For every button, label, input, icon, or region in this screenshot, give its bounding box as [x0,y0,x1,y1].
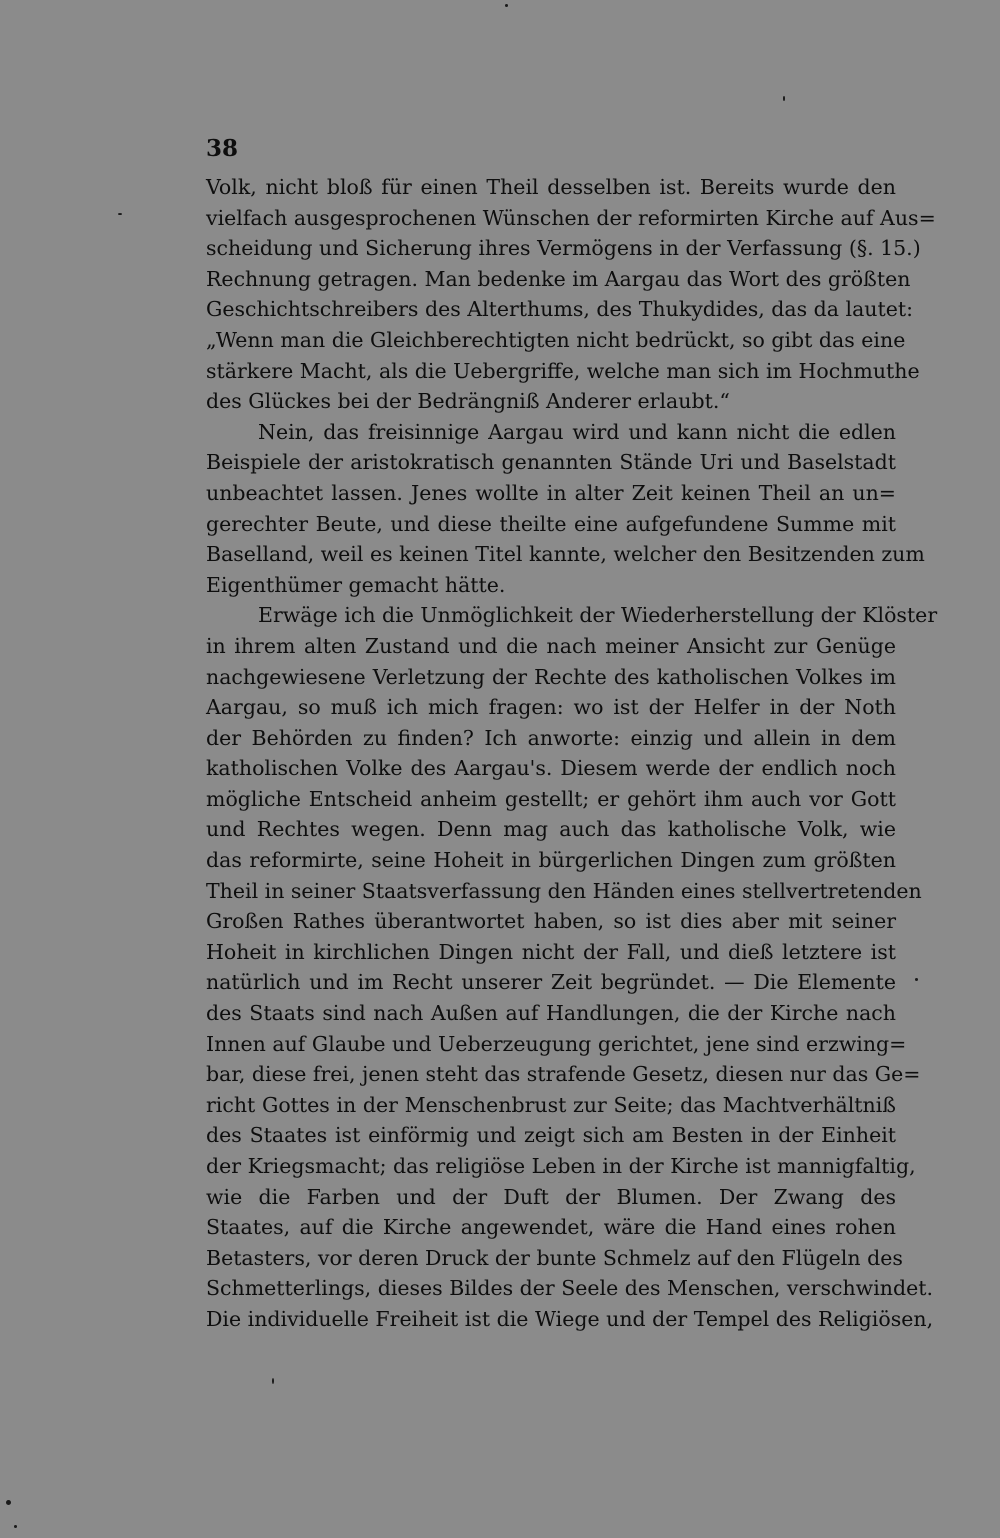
scan-speck [14,1525,17,1528]
text-line: Hoheit in kirchlichen Dingen nicht der Fall, und dieß letztere ist [206,939,896,964]
text-line: unbeachtet lassen. Jenes wollte in alter Zeit keinen Theil an un= [206,480,896,505]
text-line: Aargau, so muß ich mich fragen: wo ist der Helfer in der Noth [206,695,896,720]
text-line: Geschichtschreibers des Alterthums, des Thukydides, das da lautet: [206,297,914,322]
text-line: Nein, das freisinnige Aargau wird und kann nicht die edlen [258,419,896,444]
text-line: der Kriegsmacht; das religiöse Leben in der Kirche ist mannigfaltig, [206,1154,916,1178]
text-line: Die individuelle Freiheit ist die Wiege und der Tempel des Religiösen, [206,1306,934,1331]
text-line: scheidung und Sicherung ihres Vermögens in der Verfassung (§. 15.) [206,236,921,261]
scan-speck [915,978,918,981]
text-line: des Glückes bei der Bedrängniß Anderer erlaubt.“ [206,389,730,414]
text-line: Theil in seiner Staatsverfassung den Händen eines stellvertretenden [206,878,922,903]
text-line: stärkere Macht, als die Uebergriffe, welche man sich im Hochmuthe [206,358,920,383]
text-line: Erwäge ich die Unmöglichkeit der Wiederherstellung der Klöster [258,603,938,628]
scan-speck [6,1500,11,1505]
scan-speck [783,96,785,101]
text-line: richt Gottes in der Menschenbrust zur Seite; das Machtverhältniß [206,1092,896,1117]
scan-speck [272,1378,274,1384]
text-line: des Staats sind nach Außen auf Handlungen, die der Kirche nach [206,1001,896,1026]
text-line: vielfach ausgesprochenen Wünschen der reformirten Kirche auf Aus= [206,205,936,230]
text-line: Beispiele der aristokratisch genannten Stände Uri und Baselstadt [206,450,896,475]
page-number: 38 [206,135,239,162]
text-line: wie die Farben und der Duft der Blumen. Der Zwang des [206,1184,896,1209]
text-line: Baselland, weil es keinen Titel kannte, welcher den Besitzenden zum [206,542,925,567]
text-line: und Rechtes wegen. Denn mag auch das katholische Volk, wie [206,817,896,842]
body-text [206,172,938,1335]
text-line: bar, diese frei, jenen steht das strafende Gesetz, diesen nur das Ge= [206,1062,921,1087]
text-line: der Behörden zu finden? Ich anworte: einzig und allein in dem [206,725,896,750]
text-line: Innen auf Glaube und Ueberzeugung gerichtet, jene sind erzwing= [206,1031,907,1056]
text-line: Staates, auf die Kirche angewendet, wäre die Hand eines rohen [206,1215,896,1240]
text-line: katholischen Volke des Aargau's. Diesem werde der endlich noch [206,756,896,781]
text-line: das reformirte, seine Hoheit in bürgerlichen Dingen zum größten [206,848,896,873]
text-line: Schmetterlings, dieses Bildes der Seele des Menschen, verschwindet. [206,1276,933,1301]
text-line: Betasters, vor deren Druck der bunte Schmelz auf den Flügeln des [206,1245,903,1270]
text-line: Großen Rathes überantwortet haben, so ist dies aber mit seiner [206,909,896,934]
text-line: natürlich und im Recht unserer Zeit begründet. — Die Elemente [206,970,896,995]
text-line: „Wenn man die Gleichberechtigten nicht bedrückt, so gibt das eine [206,327,906,352]
scan-speck [505,4,508,7]
scan-speck [118,213,122,215]
text-line: nachgewiesene Verletzung der Rechte des katholischen Volkes im [206,664,896,689]
text-line: gerechter Beute, und diese theilte eine aufgefundene Summe mit [206,511,896,536]
text-line: Rechnung getragen. Man bedenke im Aargau das Wort des größten [206,266,911,291]
text-line: des Staates ist einförmig und zeigt sich am Besten in der Einheit [206,1123,896,1148]
text-line: Eigenthümer gemacht hätte. [206,572,506,597]
text-line: in ihrem alten Zustand und die nach meiner Ansicht zur Genüge [206,633,896,658]
text-line: Volk, nicht bloß für einen Theil desselben ist. Bereits wurde den [206,175,896,199]
text-line: mögliche Entscheid anheim gestellt; er gehört ihm auch vor Gott [206,786,896,811]
